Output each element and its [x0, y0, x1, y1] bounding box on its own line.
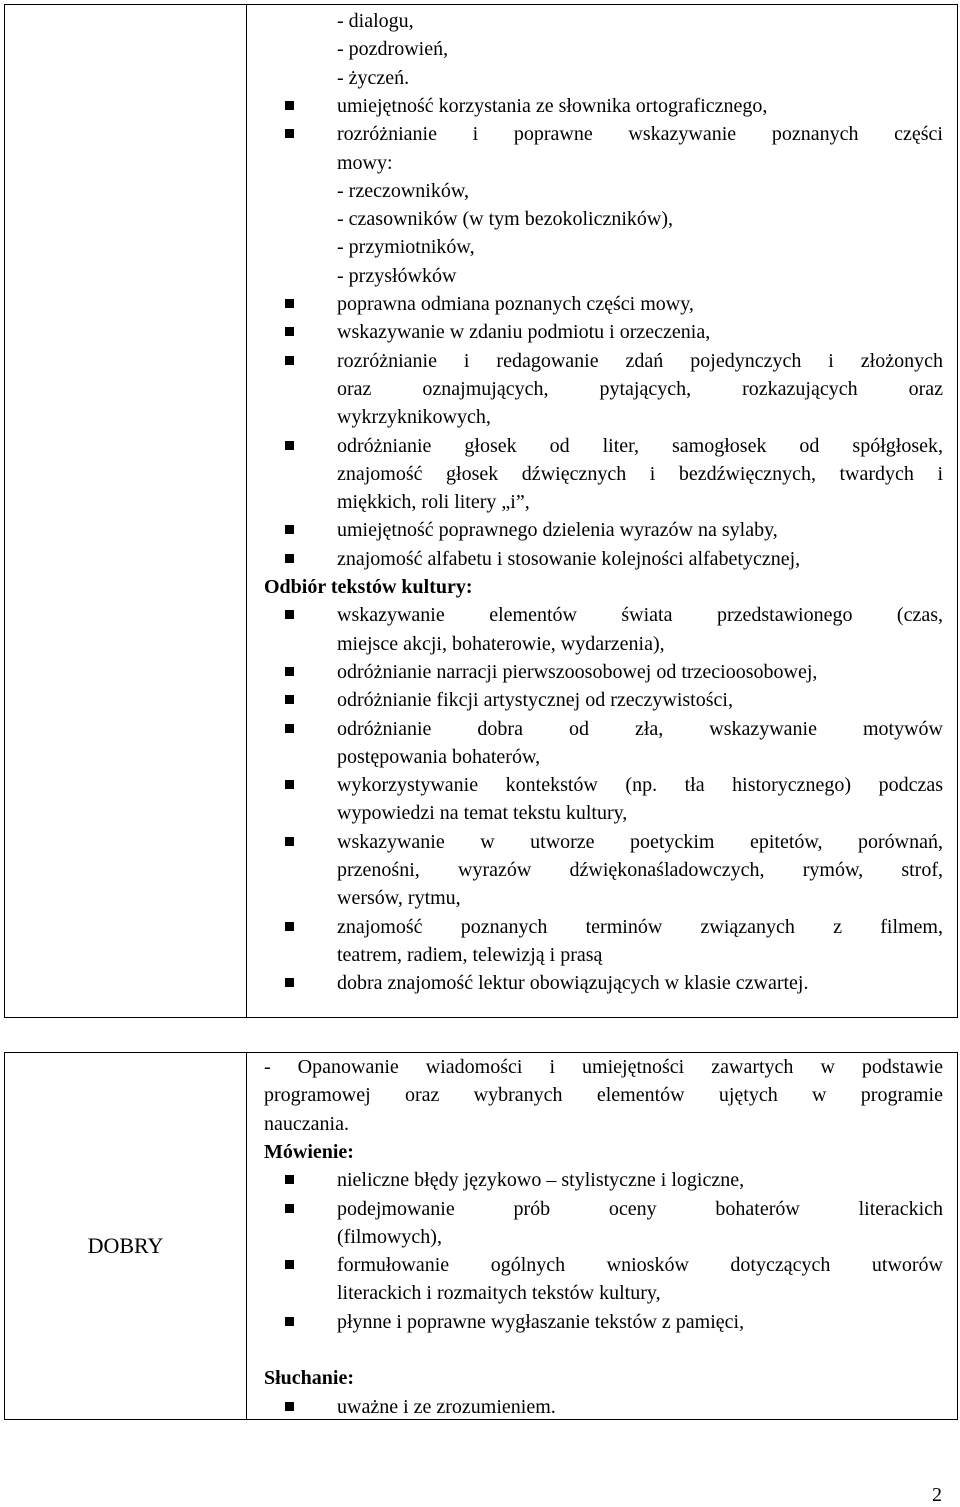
- square-bullet-icon: [285, 356, 294, 365]
- section-heading: Odbiór tekstów kultury:: [264, 576, 473, 598]
- list-line: mowy:: [337, 151, 393, 174]
- list-line: nieliczne błędy językowo – stylistyczne i logiczne,: [337, 1169, 745, 1192]
- list-line: - przysłówków: [337, 264, 457, 287]
- list-line: wykorzystywanie kontekstów (np. tła historycznego) podczas: [337, 774, 943, 797]
- list-line: znajomość głosek dźwięcznych i bezdźwięcznych, twardych i: [337, 462, 943, 485]
- list-line: wskazywanie w zdaniu podmiotu i orzeczenia,: [337, 321, 711, 344]
- list-line: miejsce akcji, bohaterowie, wydarzenia),: [337, 632, 665, 655]
- list-line: postępowania bohaterów,: [337, 745, 541, 768]
- list-line: formułowanie ogólnych wniosków dotyczących utworów: [337, 1254, 943, 1277]
- list-line: programowej oraz wybranych elementów ujętych w programie: [264, 1084, 943, 1107]
- grade-cell-empty: [5, 5, 247, 1017]
- square-bullet-icon: [285, 610, 294, 619]
- requirements-cell: [247, 1053, 957, 1419]
- list-line: umiejętność korzystania ze słownika ortograficznego,: [337, 94, 768, 117]
- list-line: - rzeczowników,: [337, 179, 469, 202]
- square-bullet-icon: [285, 525, 294, 534]
- list-line: poprawna odmiana poznanych części mowy,: [337, 293, 694, 315]
- list-line: podejmowanie prób oceny bohaterów literackich: [337, 1197, 943, 1220]
- square-bullet-icon: [285, 922, 294, 931]
- list-line: wskazywanie elementów świata przedstawionego (czas,: [337, 604, 943, 627]
- list-line: miękkich, roli litery „i”,: [337, 491, 530, 514]
- requirements-cell: [247, 5, 957, 1017]
- list-line: wersów, rytmu,: [337, 887, 461, 910]
- list-line: płynne i poprawne wygłaszanie tekstów z pamięci,: [337, 1310, 745, 1333]
- list-line: - życzeń.: [337, 66, 410, 89]
- table-row-good: [4, 1052, 958, 1420]
- list-line: wykrzyknikowych,: [337, 406, 491, 429]
- section-heading: Mówienie:: [264, 1140, 354, 1163]
- list-line: wskazywanie w utworze poetyckim epitetów, porównań,: [337, 830, 943, 853]
- square-bullet-icon: [285, 724, 294, 733]
- list-line: rozróżnianie i poprawne wskazywanie poznanych części: [337, 123, 943, 146]
- list-line: rozróżnianie i redagowanie zdań pojedynczych i złożonych: [337, 349, 943, 372]
- square-bullet-icon: [285, 837, 294, 846]
- list-line: dobra znajomość lektur obowiązujących w klasie czwartej.: [337, 972, 809, 995]
- square-bullet-icon: [285, 101, 294, 110]
- square-bullet-icon: [285, 695, 294, 704]
- list-line: znajomość poznanych terminów związanych z filmem,: [337, 915, 943, 938]
- list-line: przenośni, wyrazów dźwiękonaśladowczych, rymów, strof,: [337, 859, 943, 881]
- list-line: - dialogu,: [337, 10, 414, 32]
- list-line: odróżnianie fikcji artystycznej od rzeczywistości,: [337, 689, 733, 712]
- square-bullet-icon: [285, 441, 294, 450]
- square-bullet-icon: [285, 129, 294, 138]
- list-line: nauczania.: [264, 1112, 349, 1135]
- square-bullet-icon: [285, 978, 294, 987]
- square-bullet-icon: [285, 1204, 294, 1213]
- list-line: oraz oznajmujących, pytających, rozkazujących oraz: [337, 377, 943, 400]
- list-line: - przymiotników,: [337, 236, 475, 259]
- list-line: odróżnianie dobra od zła, wskazywanie motywów: [337, 717, 943, 740]
- list-line: znajomość alfabetu i stosowanie kolejności alfabetycznej,: [337, 547, 801, 570]
- square-bullet-icon: [285, 667, 294, 676]
- list-line: (filmowych),: [337, 1225, 442, 1248]
- list-line: teatrem, radiem, telewizją i prasą: [337, 943, 603, 966]
- list-line: wypowiedzi na temat tekstu kultury,: [337, 802, 628, 825]
- square-bullet-icon: [285, 780, 294, 789]
- square-bullet-icon: [285, 1317, 294, 1326]
- list-line: - Opanowanie wiadomości i umiejętności zawartych w podstawie: [264, 1056, 943, 1078]
- square-bullet-icon: [285, 1260, 294, 1269]
- list-line: - czasowników (w tym bezokoliczników),: [337, 208, 674, 231]
- list-line: odróżnianie głosek od liter, samogłosek od spółgłosek,: [337, 434, 943, 457]
- square-bullet-icon: [285, 554, 294, 563]
- square-bullet-icon: [285, 327, 294, 336]
- page-number: 2: [932, 1484, 942, 1506]
- list-line: uważne i ze zrozumieniem.: [337, 1395, 556, 1418]
- list-line: - pozdrowień,: [337, 38, 449, 61]
- list-line: odróżnianie narracji pierwszoosobowej od trzecioosobowej,: [337, 660, 818, 683]
- square-bullet-icon: [285, 1402, 294, 1411]
- square-bullet-icon: [285, 299, 294, 308]
- section-heading: Słuchanie:: [264, 1367, 355, 1390]
- grade-label: DOBRY: [87, 1233, 164, 1258]
- list-line: umiejętność poprawnego dzielenia wyrazów na sylaby,: [337, 519, 778, 542]
- list-line: literackich i rozmaitych tekstów kultury,: [337, 1282, 661, 1305]
- square-bullet-icon: [285, 1175, 294, 1184]
- grade-cell: [5, 1053, 247, 1419]
- table-row-1: [4, 4, 958, 1018]
